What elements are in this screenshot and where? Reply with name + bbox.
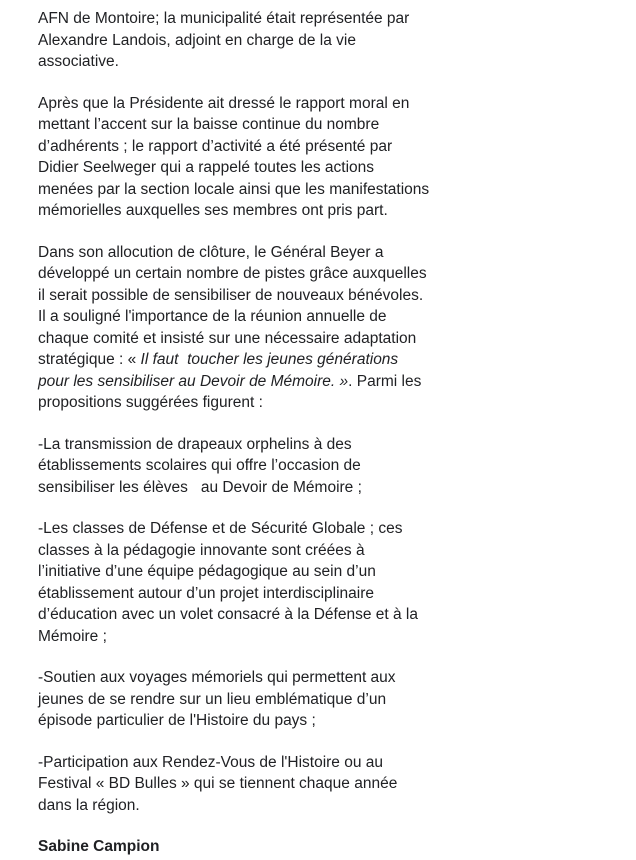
- text-line: [38, 836, 606, 858]
- text-line: [38, 200, 606, 222]
- text-line: [38, 773, 606, 795]
- text-run: mettant l’accent sur la baisse continue du nombre: [38, 116, 380, 133]
- text-line: [38, 179, 606, 201]
- text-line: [38, 114, 606, 136]
- text-run: Après que la Présidente ait dressé le rapport moral en: [38, 94, 410, 112]
- text-run: menées par la section locale ainsi que les manifestations: [38, 180, 430, 198]
- signature: [38, 836, 606, 858]
- text-line: [38, 30, 606, 52]
- text-run: sensibiliser les élèves au Devoir de Mémoire ;: [38, 478, 362, 496]
- text-run: AFN de Montoire; la municipalité était représentée par: [38, 10, 410, 27]
- text-run-italic: Il faut toucher les jeunes générations: [140, 351, 399, 368]
- text-run: stratégique : «: [38, 351, 141, 368]
- text-line: [38, 434, 606, 456]
- text-line: [38, 263, 606, 285]
- text-run: propositions suggérées figurent :: [38, 394, 263, 411]
- text-run: Dans son allocution de clôture, le Général Beyer a: [38, 243, 384, 261]
- paragraph-rapport-moral: [38, 93, 606, 222]
- text-line: [38, 795, 606, 817]
- text-line: [38, 51, 606, 73]
- text-line: [38, 136, 606, 158]
- document-body: [38, 8, 606, 858]
- text-run: Mémoire ;: [38, 627, 107, 645]
- text-line: [38, 626, 606, 648]
- text-line: [38, 752, 606, 774]
- text-run: établissement autour d’un projet interdisciplinaire: [38, 584, 375, 602]
- text-line: [38, 328, 606, 350]
- text-run-bold: Sabine Campion: [38, 838, 160, 855]
- text-run: jeunes de se rendre sur un lieu emblématique d’un: [38, 690, 387, 708]
- text-line: [38, 93, 606, 115]
- paragraph-bullet-drapeaux: [38, 434, 606, 499]
- text-line: [38, 242, 606, 264]
- text-run: d’éducation avec un volet consacré à la Défense et à la: [38, 606, 418, 623]
- paragraph-municipalite: [38, 8, 606, 73]
- text-line: [38, 583, 606, 605]
- text-run: Festival « BD Bulles » qui se tiennent chaque année: [38, 775, 398, 792]
- text-line: [38, 667, 606, 689]
- text-run: -Les classes de Défense et de Sécurité Globale ; ces: [38, 520, 403, 537]
- text-run: développé un certain nombre de pistes grâce auxquelles: [38, 265, 427, 282]
- text-run: d’adhérents ; le rapport d’activité a été présenté par: [38, 137, 393, 155]
- text-run: établissements scolaires qui offre l’occasion de: [38, 457, 361, 474]
- paragraph-allocution-cloture: [38, 242, 606, 414]
- text-run: -La transmission de drapeaux orphelins à des: [38, 435, 352, 453]
- text-line: [38, 710, 606, 732]
- text-run: l’initiative d’une équipe pédagogique au sein d’un: [38, 563, 376, 580]
- text-run: mémorielles auxquelles ses membres ont pris part.: [38, 202, 388, 219]
- text-run: classes à la pédagogie innovante sont créées à: [38, 541, 365, 559]
- paragraph-bullet-classes-defense: [38, 518, 606, 647]
- text-run-italic: pour les sensibiliser au Devoir de Mémoire. »: [38, 372, 349, 390]
- text-run: dans la région.: [38, 796, 140, 814]
- text-line: [38, 455, 606, 477]
- text-run: . Parmi les: [348, 372, 422, 390]
- text-line: [38, 518, 606, 540]
- text-line: [38, 604, 606, 626]
- text-line: [38, 477, 606, 499]
- text-run: -Soutien aux voyages mémoriels qui permettent aux: [38, 669, 396, 686]
- text-run: il serait possible de sensibiliser de nouveaux bénévoles.: [38, 286, 424, 304]
- text-run: Il a souligné l'importance de la réunion annuelle de: [38, 308, 387, 325]
- text-run: -Participation aux Rendez-Vous de l'Histoire ou au: [38, 753, 384, 771]
- text-line: [38, 157, 606, 179]
- paragraph-bullet-rendez-vous: [38, 752, 606, 817]
- text-line: [38, 392, 606, 414]
- text-run: Alexandre Landois, adjoint en charge de la vie: [38, 31, 356, 49]
- text-run: épisode particulier de l'Histoire du pays ;: [38, 712, 316, 729]
- text-run: chaque comité et insisté sur une nécessaire adaptation: [38, 329, 417, 347]
- text-line: [38, 689, 606, 711]
- paragraph-bullet-voyages: [38, 667, 606, 732]
- text-line: [38, 371, 606, 393]
- text-line: [38, 349, 606, 371]
- text-line: [38, 540, 606, 562]
- text-line: [38, 306, 606, 328]
- text-line: [38, 8, 606, 30]
- text-line: [38, 561, 606, 583]
- text-run: associative.: [38, 53, 119, 70]
- text-run: Didier Seelweger qui a rappelé toutes les actions: [38, 159, 375, 176]
- text-line: [38, 285, 606, 307]
